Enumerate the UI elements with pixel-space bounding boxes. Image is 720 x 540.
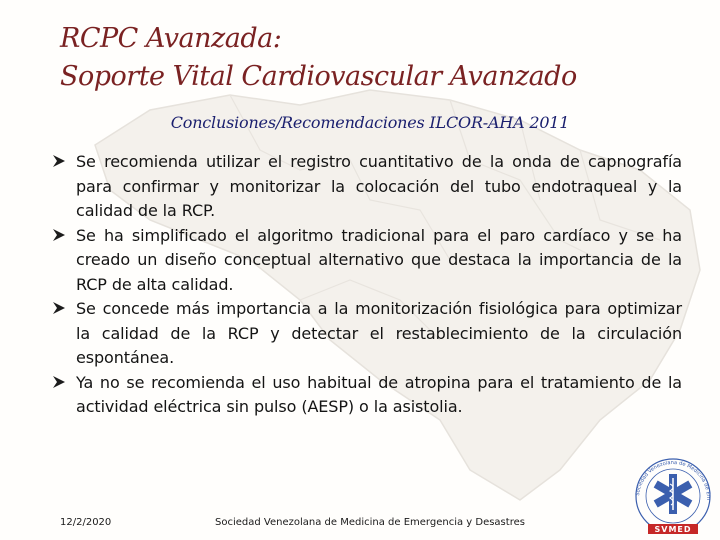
logo-bottom-text: SVMED (654, 525, 692, 534)
bullet-text: Ya no se recomienda el uso habitual de atropina para el tratamiento de la actividad eléctrica sin pulso (AESP) o la asistolia. (76, 372, 682, 416)
bullet-item (52, 297, 682, 371)
logo-ring-text: Sociedad Venezolana de Medicina de Em (635, 459, 712, 501)
bullet-list (52, 150, 682, 420)
bullet-item (52, 150, 682, 224)
title-line-1: RCPC Avanzada: (60, 23, 282, 54)
arrowhead-bullet-icon (52, 301, 66, 315)
svmed-logo (625, 448, 720, 536)
slide-title (60, 20, 700, 96)
footer-organization: Sociedad Venezolana de Medicina de Emergencia y Desastres (215, 517, 525, 528)
bullet-text: Se recomienda utilizar el registro cuantitativo de la onda de capnografía para confirmar y monitorizar la colocación del tubo endotraqueal y la calidad de la RCP. (76, 152, 682, 220)
bullet-text: Se ha simplificado el algoritmo tradicional para el paro cardíaco y se ha creado un diseño conceptual alternativo que destaca la importancia de la RCP de alta calidad. (76, 225, 682, 294)
star-of-life-caduceus-icon (654, 474, 693, 514)
bullet-item (52, 224, 682, 298)
bullet-item (52, 371, 682, 420)
bullet-text: Se concede más importancia a la monitorización fisiológica para optimizar la calidad de la RCP y detectar el restablecimiento de la circulación espontánea. (76, 299, 682, 367)
footer-date: 12/2/2020 (60, 517, 112, 528)
arrowhead-bullet-icon (52, 154, 66, 168)
slide-subtitle: Conclusiones/Recomendaciones ILCOR-AHA 2011 (170, 113, 570, 132)
arrowhead-bullet-icon (52, 228, 66, 242)
title-line-2: Soporte Vital Cardiovascular Avanzado (60, 61, 577, 92)
arrowhead-bullet-icon (52, 375, 66, 389)
